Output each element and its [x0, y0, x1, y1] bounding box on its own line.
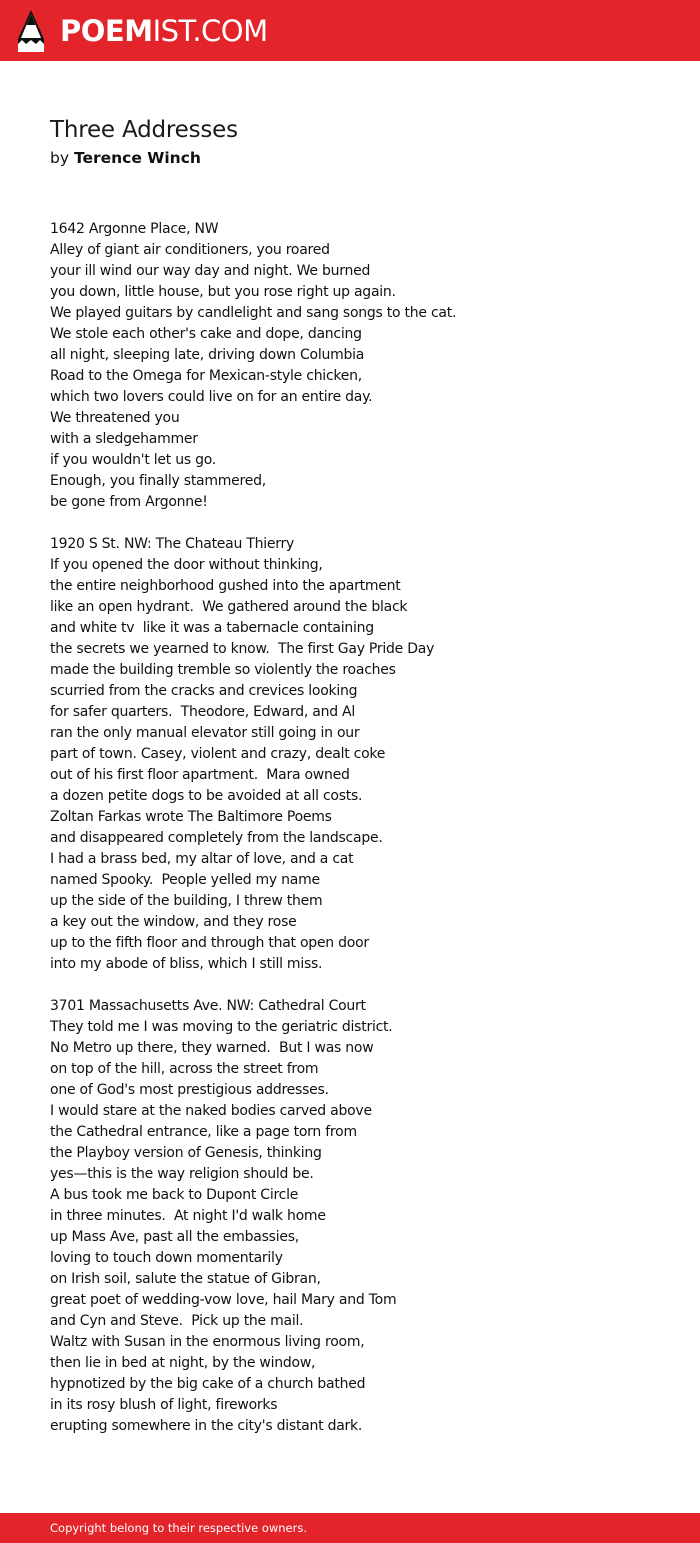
poem-line: 1642 Argonne Place, NW — [50, 221, 219, 237]
poem-line: with a sledgehammer — [50, 431, 198, 447]
poem-stanza — [50, 534, 670, 975]
poem-title: Three Addresses — [50, 117, 238, 143]
poem-line: named Spooky. People yelled my name — [50, 872, 320, 888]
poem-line: 3701 Massachusetts Ave. NW: Cathedral Court — [50, 998, 366, 1014]
poem-line: on Irish soil, salute the statue of Gibran, — [50, 1271, 321, 1287]
poem-line: loving to touch down momentarily — [50, 1250, 283, 1266]
poem-line: a dozen petite dogs to be avoided at all costs. — [50, 788, 363, 804]
pencil-logo-icon — [18, 10, 44, 52]
poem-line: A bus took me back to Dupont Circle — [50, 1187, 299, 1203]
poem-stanza — [50, 219, 670, 513]
poem-line: They told me I was moving to the geriatric district. — [50, 1019, 393, 1035]
poem-line: hypnotized by the big cake of a church bathed — [50, 1376, 366, 1392]
poem-line: If you opened the door without thinking, — [50, 557, 323, 573]
poem-line: 1920 S St. NW: The Chateau Thierry — [50, 536, 295, 552]
poem-line: I would stare at the naked bodies carved above — [50, 1103, 372, 1119]
poem-line: and disappeared completely from the landscape. — [50, 830, 383, 846]
site-header — [0, 0, 700, 61]
poem-line: Zoltan Farkas wrote The Baltimore Poems — [50, 809, 332, 825]
author-link[interactable]: Terence Winch — [73, 149, 201, 167]
copyright-notice: Copyright belong to their respective owners. — [50, 1521, 308, 1535]
poem-line: Alley of giant air conditioners, you roared — [50, 242, 330, 258]
poem-line: Waltz with Susan in the enormous living room, — [50, 1334, 365, 1350]
poem-line: up Mass Ave, past all the embassies, — [50, 1229, 299, 1245]
poem-line: yes—this is the way religion should be. — [50, 1166, 314, 1182]
poem-line: made the building tremble so violently the roaches — [50, 662, 396, 678]
poem-line: which two lovers could live on for an entire day. — [50, 389, 373, 405]
poem-line: scurried from the cracks and crevices looking — [50, 683, 358, 699]
poem-line: in three minutes. At night I'd walk home — [50, 1208, 326, 1224]
poem-line: on top of the hill, across the street from — [50, 1061, 319, 1077]
poem-line: the Playboy version of Genesis, thinking — [50, 1145, 322, 1161]
poem-line: into my abode of bliss, which I still miss. — [50, 956, 323, 972]
poem-line: the entire neighborhood gushed into the apartment — [50, 578, 401, 594]
logo-wordmark — [60, 13, 268, 48]
poem-line: Enough, you finally stammered, — [50, 473, 266, 489]
poem-line: a key out the window, and they rose — [50, 914, 297, 930]
poem-line: all night, sleeping late, driving down Columbia — [50, 347, 365, 363]
poem-line: up the side of the building, I threw them — [50, 893, 323, 909]
byline — [50, 149, 201, 167]
poem-line: No Metro up there, they warned. But I was now — [50, 1040, 374, 1056]
poem-line: We played guitars by candlelight and sang songs to the cat. — [50, 305, 457, 321]
poem-line: one of God's most prestigious addresses. — [50, 1082, 329, 1098]
poem-line: your ill wind our way day and night. We burned — [50, 263, 371, 279]
poem-line: for safer quarters. Theodore, Edward, and Al — [50, 704, 356, 720]
poem-line: up to the fifth floor and through that open door — [50, 935, 369, 951]
poem-line: you down, little house, but you rose right up again. — [50, 284, 396, 300]
poem-line: the Cathedral entrance, like a page torn from — [50, 1124, 357, 1140]
poem-line: the secrets we yearned to know. The first Gay Pride Day — [50, 641, 435, 657]
poem-line: in its rosy blush of light, fireworks — [50, 1397, 278, 1413]
poem-line: ran the only manual elevator still going in our — [50, 725, 360, 741]
poem-stanza — [50, 996, 670, 1437]
poem-line: We stole each other's cake and dope, dancing — [50, 326, 362, 342]
poem-line: be gone from Argonne! — [50, 494, 208, 510]
poem-line: I had a brass bed, my altar of love, and a cat — [50, 851, 354, 867]
logo-wordmark-bold: POEM — [60, 13, 153, 48]
poem-line: like an open hydrant. We gathered around the black — [50, 599, 408, 615]
site-logo[interactable] — [18, 9, 268, 53]
poem-line: and Cyn and Steve. Pick up the mail. — [50, 1313, 304, 1329]
poem-line: Road to the Omega for Mexican-style chicken, — [50, 368, 362, 384]
poem-line: and white tv like it was a tabernacle containing — [50, 620, 374, 636]
byline-label: by — [50, 149, 70, 167]
logo-wordmark-light: IST.COM — [152, 13, 268, 48]
poem-line: great poet of wedding-vow love, hail Mary and Tom — [50, 1292, 397, 1308]
poem-line: if you wouldn't let us go. — [50, 452, 216, 468]
poem-line: then lie in bed at night, by the window, — [50, 1355, 316, 1371]
site-footer — [0, 1513, 700, 1543]
poem-line: We threatened you — [50, 410, 180, 426]
poem-line: out of his first floor apartment. Mara owned — [50, 767, 350, 783]
poem-line: erupting somewhere in the city's distant dark. — [50, 1418, 363, 1434]
poem-body — [50, 219, 670, 1458]
poem-line: part of town. Casey, violent and crazy, dealt coke — [50, 746, 386, 762]
